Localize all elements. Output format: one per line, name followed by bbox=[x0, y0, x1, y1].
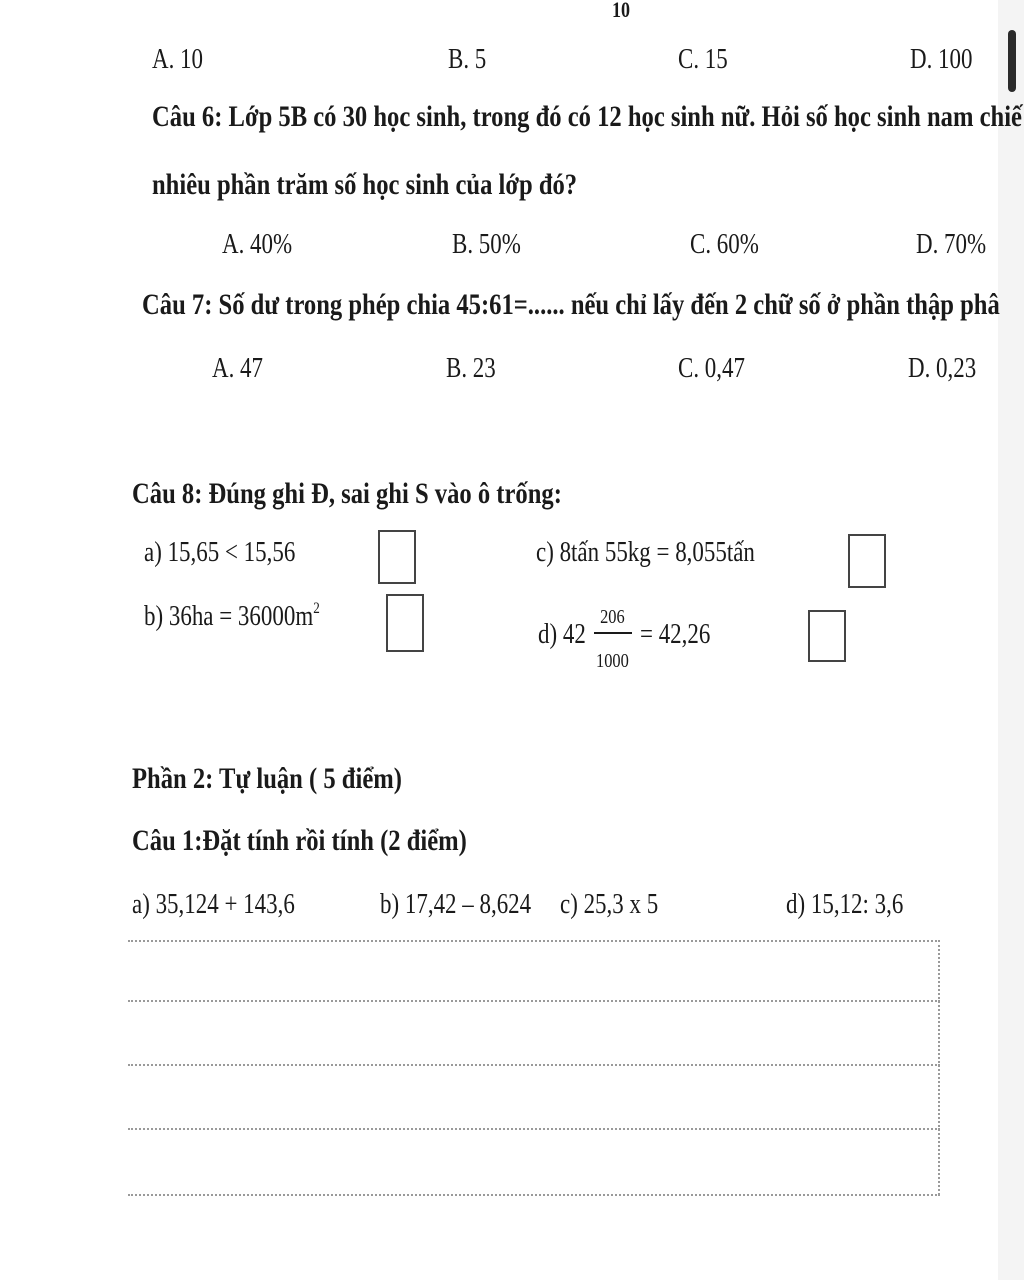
q8-item-a: a) 15,65 < 15,56 bbox=[144, 537, 296, 568]
q6-text-line2: nhiêu phần trăm số học sinh của lớp đó? bbox=[152, 168, 578, 201]
q8-answer-box-c[interactable] bbox=[848, 534, 886, 588]
answer-dotted-line-4 bbox=[128, 1128, 940, 1130]
q5-option-b: B. 5 bbox=[448, 44, 487, 75]
answer-dotted-line-3 bbox=[128, 1064, 940, 1066]
q8-item-b-text: b) 36ha = 36000m bbox=[144, 601, 314, 632]
q5-option-d: D. 100 bbox=[910, 44, 973, 75]
q5-option-c: C. 15 bbox=[678, 44, 728, 75]
answer-area-right-border bbox=[938, 940, 940, 1195]
page-top-number: 10 bbox=[612, 0, 631, 22]
part2-q1-item-b: b) 17,42 – 8,624 bbox=[380, 889, 532, 920]
answer-dotted-line-5 bbox=[128, 1194, 940, 1196]
q8-item-b bbox=[144, 601, 320, 637]
q8-answer-box-b[interactable] bbox=[386, 594, 424, 652]
q8-item-d-fraction-bar bbox=[594, 632, 632, 634]
q6-option-b: B. 50% bbox=[452, 229, 521, 260]
q8-item-d-prefix: d) 42 bbox=[538, 619, 586, 650]
q8-answer-box-d[interactable] bbox=[808, 610, 846, 662]
q8-item-d-numerator: 206 bbox=[600, 606, 625, 628]
q7-option-a: A. 47 bbox=[212, 353, 264, 384]
q5-option-a: A. 10 bbox=[152, 44, 204, 75]
part2-q1-item-a: a) 35,124 + 143,6 bbox=[132, 889, 295, 920]
q7-option-c: C. 0,47 bbox=[678, 353, 745, 384]
q6-text-line1: Câu 6: Lớp 5B có 30 học sinh, trong đó có 12 học sinh nữ. Hỏi số học sinh nam chiế bbox=[152, 100, 1022, 133]
q6-option-a: A. 40% bbox=[222, 229, 293, 260]
q8-item-d-suffix: = 42,26 bbox=[640, 619, 711, 650]
q8-title: Câu 8: Đúng ghi Đ, sai ghi S vào ô trống: bbox=[132, 477, 562, 510]
q8-item-d-denominator: 1000 bbox=[596, 650, 629, 672]
part2-q1-title: Câu 1:Đặt tính rồi tính (2 điểm) bbox=[132, 824, 467, 857]
q6-option-c: C. 60% bbox=[690, 229, 759, 260]
q8-item-c: c) 8tấn 55kg = 8,055tấn bbox=[536, 537, 755, 568]
q7-text: Câu 7: Số dư trong phép chia 45:61=...... nếu chỉ lấy đến 2 chữ số ở phần thập phâ bbox=[142, 288, 1000, 321]
q8-answer-box-a[interactable] bbox=[378, 530, 416, 584]
q8-item-b-superscript: 2 bbox=[313, 600, 320, 617]
answer-dotted-line-1 bbox=[128, 940, 940, 942]
scrollbar-thumb[interactable] bbox=[1008, 30, 1016, 92]
part2-q1-item-c: c) 25,3 x 5 bbox=[560, 889, 659, 920]
scrollbar-track[interactable] bbox=[998, 0, 1024, 1280]
q7-option-b: B. 23 bbox=[446, 353, 496, 384]
part2-q1-item-d: d) 15,12: 3,6 bbox=[786, 889, 904, 920]
answer-dotted-line-2 bbox=[128, 1000, 940, 1002]
q7-option-d: D. 0,23 bbox=[908, 353, 977, 384]
q6-option-d: D. 70% bbox=[916, 229, 987, 260]
part2-title: Phần 2: Tự luận ( 5 điểm) bbox=[132, 762, 402, 795]
